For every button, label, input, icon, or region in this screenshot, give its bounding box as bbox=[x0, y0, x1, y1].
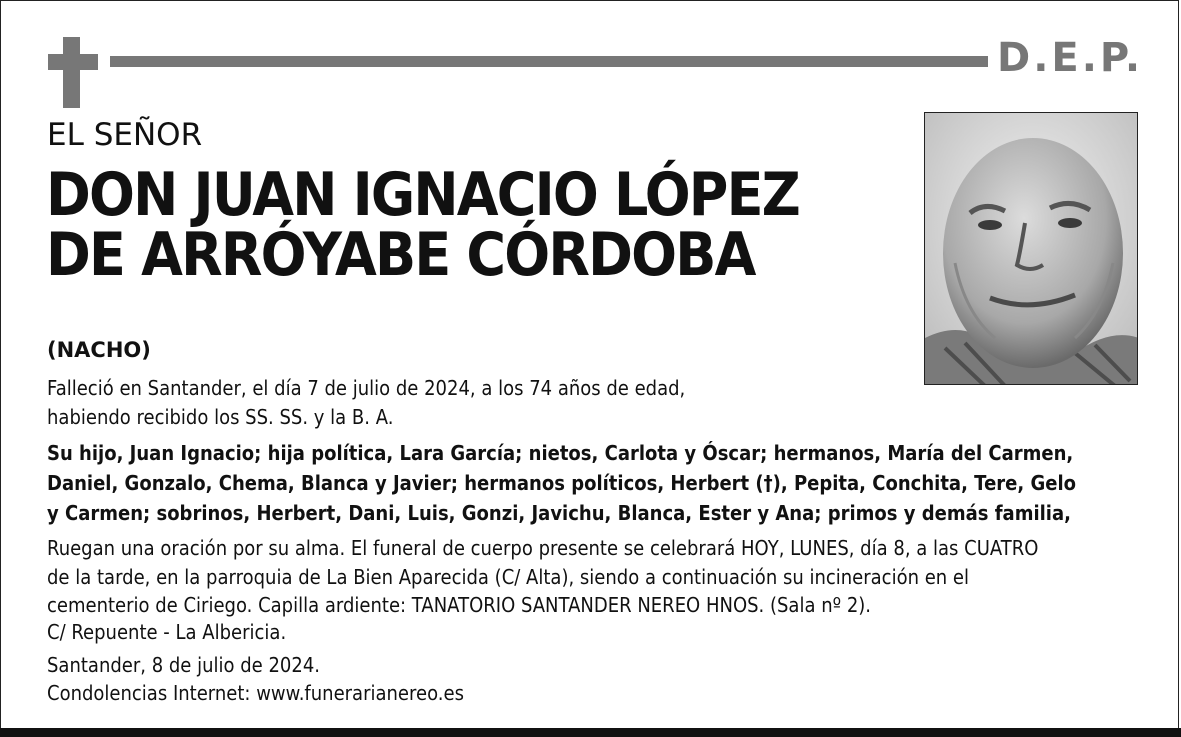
funeral-line: C/ Repuente - La Albericia. bbox=[47, 620, 287, 644]
deceased-name-line2: DE ARRÓYABE CÓRDOBA bbox=[46, 220, 755, 290]
title-prefix: EL SEÑOR bbox=[47, 117, 203, 153]
dep-label: D.E.P. bbox=[997, 35, 1144, 81]
place-date: Santander, 8 de julio de 2024. bbox=[47, 653, 321, 677]
death-notice-line: Falleció en Santander, el día 7 de julio de 2024, a los 74 años de edad, bbox=[47, 376, 686, 400]
deceased-name-line1: DON JUAN IGNACIO LÓPEZ bbox=[46, 160, 800, 230]
nickname: (NACHO) bbox=[47, 338, 151, 362]
portrait-photo bbox=[924, 112, 1138, 385]
funeral-line: cementerio de Ciriego. Capilla ardiente: TANATORIO SANTANDER NEREO HNOS. (Sala nº 2). bbox=[47, 593, 872, 617]
family-line: y Carmen; sobrinos, Herbert, Dani, Luis, Gonzi, Javichu, Blanca, Ester y Ana; primos y demás familia, bbox=[47, 501, 1071, 525]
bottom-border bbox=[0, 728, 1181, 737]
family-line: Su hijo, Juan Ignacio; hija política, Lara García; nietos, Carlota y Óscar; hermanos, María del Carmen, bbox=[47, 441, 1074, 465]
death-notice-line: habiendo recibido los SS. SS. y la B. A. bbox=[47, 405, 394, 429]
funeral-line: Ruegan una oración por su alma. El funeral de cuerpo presente se celebrará HOY, LUNES, día 8, a las CUATRO bbox=[47, 536, 1039, 560]
family-line: Daniel, Gonzalo, Chema, Blanca y Javier; hermanos políticos, Herbert (†), Pepita, Conchita, Tere, Gelo bbox=[47, 471, 1076, 495]
cross-icon-arm bbox=[48, 54, 98, 70]
header-rule bbox=[110, 56, 988, 67]
portrait-image bbox=[925, 113, 1138, 385]
condolences-link[interactable]: Condolencias Internet: www.funerarianereo.es bbox=[47, 681, 464, 705]
cross-icon bbox=[63, 37, 80, 108]
funeral-line: de la tarde, en la parroquia de La Bien Aparecida (C/ Alta), siendo a continuación su incineración en el bbox=[47, 565, 970, 589]
